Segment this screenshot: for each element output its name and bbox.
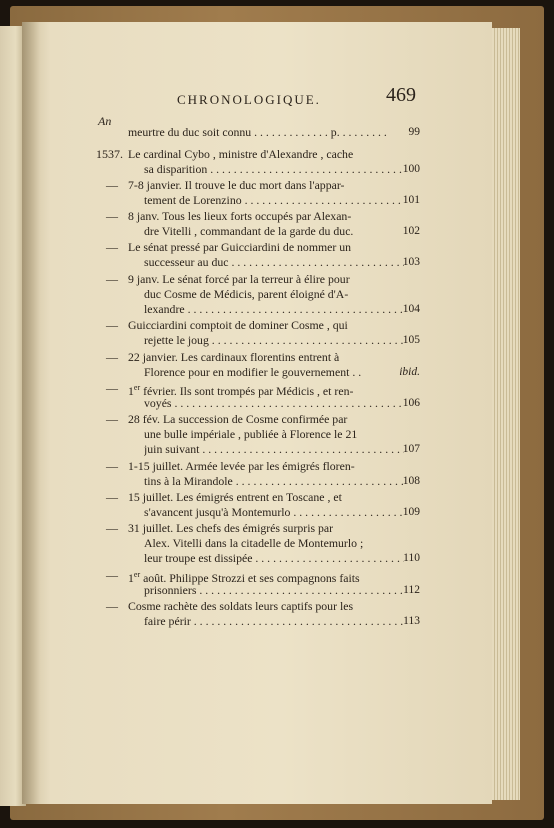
entry-dash: — [106,318,118,332]
entry-line: 1-15 juillet. Armée levée par les émigrés floren- [128,459,355,473]
gutter-shadow [22,22,40,804]
entry-line: Florence pour en modifier le gouvernement . . [144,365,362,379]
book-page [22,22,492,804]
entry-page-ref: 100 [402,163,420,175]
entry-text: août. Philippe Strozzi et ses compagnons faits [140,570,360,585]
ordinal-suffix: er [133,383,141,392]
running-head: CHRONOLOGIQUE. [177,92,321,107]
entry-line: dre Vitelli , commandant de la garde du duc. [144,224,354,238]
entry-line: une bulle impériale , publiée à Florence le 21 [144,427,358,441]
entry-dash: — [106,272,118,286]
entry-line: 28 fév. La succession de Cosme confirmée par [128,412,348,426]
entry-dash: — [106,178,118,192]
entry-dash: — [106,521,118,535]
entry-page-ref: 112 [403,584,420,596]
entry-line: lexandre . . . [144,302,404,316]
entry-page-ref: 103 [402,256,420,268]
entry-line: 31 juillet. Les chefs des émigrés surpris par [128,521,334,535]
entry-year: 1537. [96,147,123,161]
entry-dash: — [106,459,118,473]
entry-page-ref: 104 [402,303,420,315]
entry-page-ref: 108 [402,475,420,487]
entry-page-ref: 110 [403,552,420,564]
entry-dash: — [106,599,118,613]
entry-line: voyés . . . [144,396,404,410]
entry-line: Guicciardini comptoit de dominer Cosme , qui [128,318,348,332]
entry-text: février. Ils sont trompés par Médicis , et ren- [140,383,354,398]
entry-line: juin suivant . . . [144,442,404,456]
entry-line: successeur au duc . . . [144,255,404,269]
entry-line: duc Cosme de Médicis, parent éloigné d'A- [144,287,349,301]
year-column-label: An [98,114,112,128]
entry-dash: — [106,350,118,364]
entry-line: prisonniers . . . [144,583,404,597]
entry-page-ref: 102 [402,225,420,237]
entry-line: s'avancent jusqu'à Montemurlo . . . [144,505,404,519]
entry-line: 8 janv. Tous les lieux forts occupés par Alexan- [128,209,352,223]
entry-page-ref: 113 [403,615,420,627]
entry-line: 9 janv. Le sénat forcé par la terreur à élire pour [128,272,350,286]
entry-page-ref: 106 [402,397,420,409]
entry-page-ref: 107 [402,443,420,455]
entry-line: faire périr . . . [144,614,404,628]
entry-line: 7-8 janvier. Il trouve le duc mort dans l'appar- [128,178,345,192]
entry-dash: — [106,412,118,426]
page-number: 469 [386,84,416,106]
entry-line: Le cardinal Cybo , ministre d'Alexandre , cache [128,147,354,161]
day-number: 1 [128,570,134,585]
entry-page-ref: 99 [408,126,420,138]
entry-line: tins à la Mirandole . . . [144,474,404,488]
entry-dash: — [106,209,118,223]
entry-line: meurtre du duc soit connu . . . . . . . . . . . . . p. . . . [128,125,388,139]
entry-line: Alex. Vitelli dans la citadelle de Montemurlo ; [144,536,364,550]
entry-line: 22 janvier. Les cardinaux florentins entrent à [128,350,340,364]
day-number: 1 [128,383,134,398]
entry-line: Le sénat pressé par Guicciardini de nommer un [128,240,352,254]
ordinal-suffix: er [133,570,141,579]
entry-page-ref: 109 [402,506,420,518]
entry-line: tement de Lorenzino . . . [144,193,404,207]
entry-page-ref: 105 [402,334,420,346]
entry-line: 15 juillet. Les émigrés entrent en Toscane , et [128,490,342,504]
entry-dash: — [106,240,118,254]
entry-dash: — [106,381,118,395]
entry-dash: — [106,568,118,582]
entry-page-ref: ibid. [399,366,420,378]
entry-line: leur troupe est dissipée . . . [144,551,404,565]
entry-page-ref: 101 [402,194,420,206]
entry-line: rejette le joug . . . [144,333,404,347]
entry-line: sa disparition . . . [144,162,404,176]
entry-dash: — [106,490,118,504]
entry-line: Cosme rachète des soldats leurs captifs pour les [128,599,354,613]
